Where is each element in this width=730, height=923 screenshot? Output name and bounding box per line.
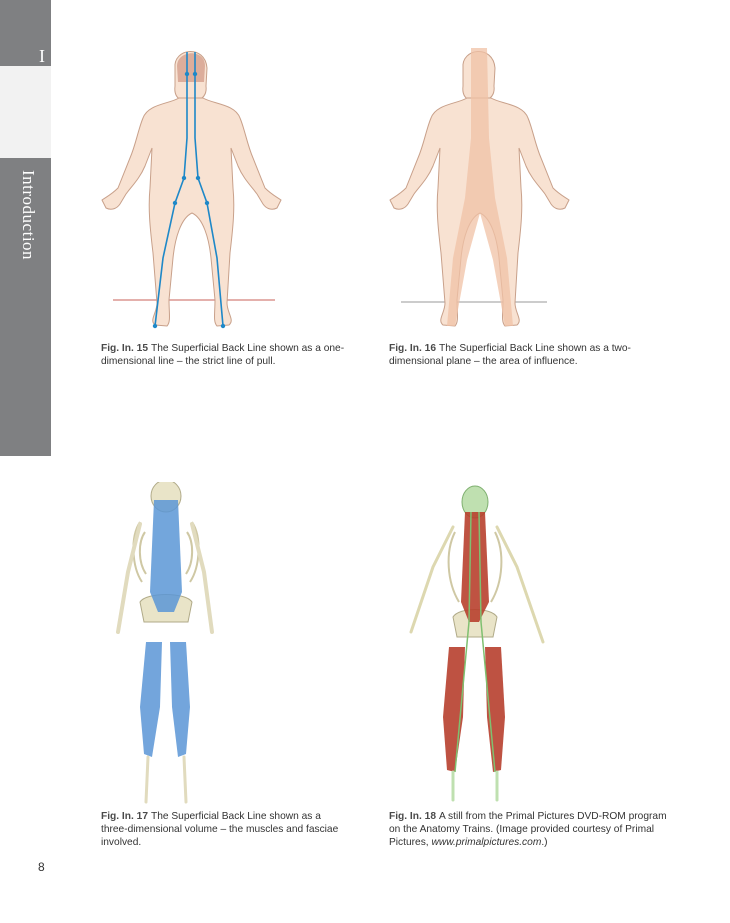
figure-18-text: A still from the Primal Pictures DVD-ROM program on the Anatomy Trains. (Image provided courtesy of Primal Pictures, (389, 811, 667, 848)
figure-15-text: The Superficial Back Line shown as a one-dimensional line – the strict line of pull. (101, 343, 345, 367)
figure-17-text: The Superficial Back Line shown as a three-dimensional volume – the muscles and fasciae involved. (101, 811, 339, 848)
chapter-number: I (39, 46, 45, 66)
figure-18-illustration (393, 482, 558, 804)
figure-18-url: www.primalpictures.com (431, 837, 542, 848)
figure-18-caption-end: .) (541, 837, 548, 848)
figure-16-caption (389, 342, 669, 368)
figure-17-caption (101, 810, 346, 849)
chapter-tab-gap (0, 66, 51, 158)
chapter-title: Introduction (19, 170, 38, 261)
page-number: 8 (38, 860, 45, 874)
figure-17-label: Fig. In. 17 (101, 811, 148, 822)
chapter-title-tab (0, 158, 51, 456)
figure-16-text: The Superficial Back Line shown as a two-dimensional plane – the area of influence. (389, 343, 631, 367)
chapter-number-tab (0, 44, 51, 66)
figure-15-label: Fig. In. 15 (101, 343, 148, 354)
figure-16-label: Fig. In. 16 (389, 343, 436, 354)
chapter-tab-top (0, 0, 51, 44)
figure-17-illustration (100, 482, 220, 808)
figure-18-caption (389, 810, 674, 849)
figure-15-caption (101, 342, 381, 368)
figure-16-illustration (383, 38, 573, 336)
figure-15-illustration (95, 38, 285, 336)
figure-18-label: Fig. In. 18 (389, 811, 436, 822)
